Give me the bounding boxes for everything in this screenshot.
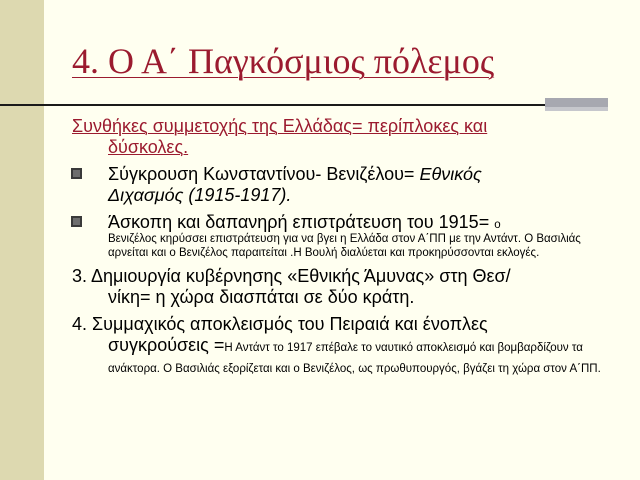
slide-content bbox=[72, 116, 607, 377]
title-divider-block-lower bbox=[545, 107, 608, 111]
numbered-item-4 bbox=[72, 314, 607, 377]
square-bullet-icon bbox=[71, 216, 82, 227]
square-bullet-icon bbox=[71, 168, 82, 179]
item-4-line-2: συγκρούσεις = bbox=[108, 335, 225, 355]
bullet-1-italic-1: Εθνικός bbox=[419, 164, 482, 184]
bullet-2-small-text: Βενιζέλος κηρύσσει επιστράτευση για να βγει η Ελλάδα στον Α΄ΠΠ με την Αντάντ. Ο Βασιλιάς αρνείται και ο Βενιζέλος παραιτείται .Η Βουλή διαλύεται και προκηρύσσονται εκλογές. bbox=[108, 233, 581, 259]
bullet-2-text: Άσκοπη και δαπανηρή επιστράτευση του 1915= bbox=[108, 212, 495, 232]
title-divider-line bbox=[0, 104, 545, 106]
item-4-small-text: Η Αντάντ το 1917 επέβαλε το ναυτικό αποκλεισμό και βομβαρδίζουν τα ανάκτορα. Ο Βασιλιάς εξορίζεται και ο Βενιζέλος, ως πρωθυπουργός, βγάζει τη χώρα στον Α΄ΠΠ. bbox=[108, 342, 601, 375]
bullet-1-text: Σύγκρουση Κωνσταντίνου- Βενιζέλου= bbox=[108, 164, 420, 184]
bullet-2-small-start: ο bbox=[494, 219, 501, 231]
bullet-item-1 bbox=[72, 164, 607, 206]
bullet-item-2 bbox=[72, 212, 607, 260]
item-3-line-2: νίκη= η χώρα διασπάται σε δύο κράτη. bbox=[108, 287, 415, 307]
bullet-1-italic-2: Διχασμός (1915-1917). bbox=[108, 185, 292, 205]
slide-title: 4. Ο Α΄ Παγκόσμιος πόλεμος bbox=[72, 41, 495, 81]
subheading-line-1: Συνθήκες συμμετοχής της Ελλάδας= περίπλοκες και bbox=[72, 116, 488, 136]
numbered-item-3 bbox=[72, 266, 607, 308]
item-4-continuation bbox=[72, 335, 607, 377]
subheading bbox=[72, 116, 607, 158]
item-4-line-1: 4. Συμμαχικός αποκλεισμός του Πειραιά και ένοπλες bbox=[72, 314, 488, 334]
item-3-line-1: 3. Δημιουργία κυβέρνησης «Εθνικής Άμυνας» στη Θεσ/ bbox=[72, 266, 511, 286]
title-divider-block bbox=[545, 98, 608, 107]
subheading-line-2: δύσκολες. bbox=[108, 137, 189, 157]
left-decorative-bar bbox=[0, 0, 44, 480]
